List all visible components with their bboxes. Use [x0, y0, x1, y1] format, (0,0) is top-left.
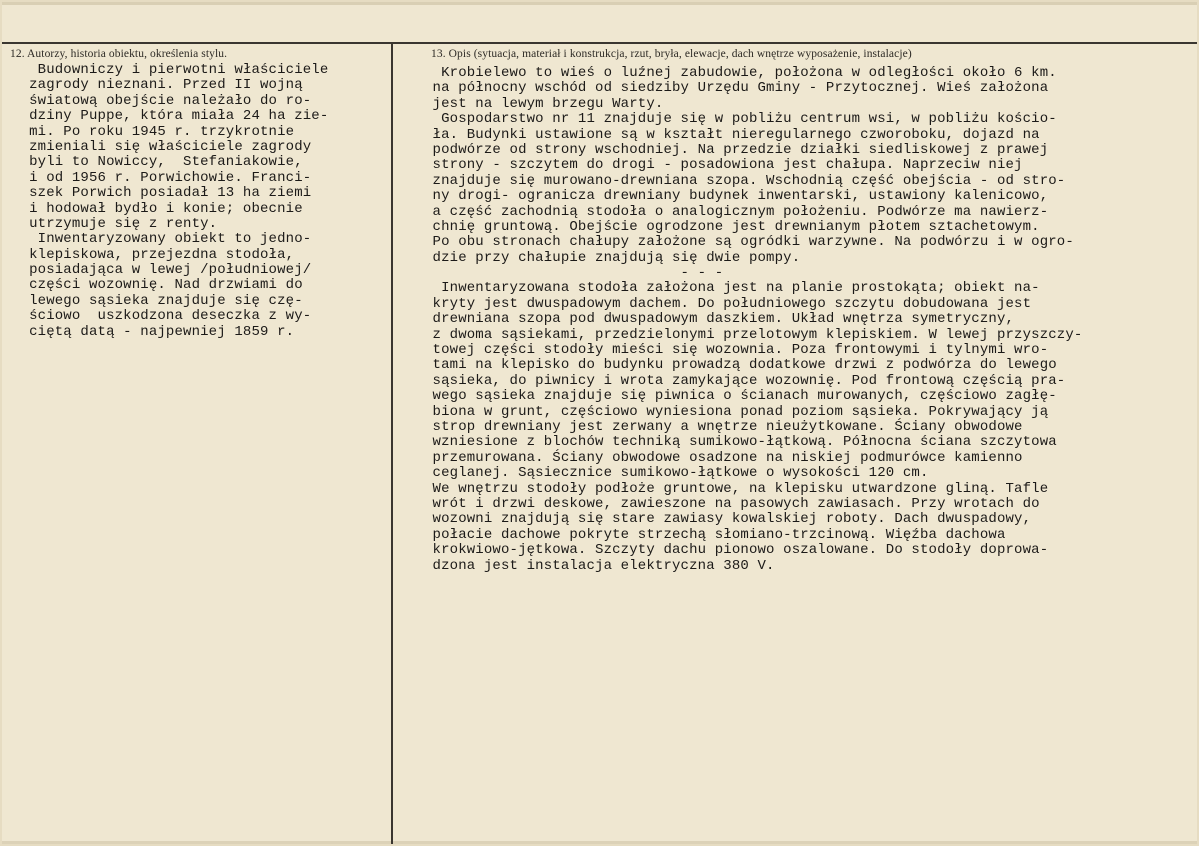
text-line: wego sąsieka znajduje się piwnica o ścianach murowanych, częściowo zagłę- — [424, 388, 1057, 405]
text-line: - - - — [424, 265, 724, 282]
text-line: wzniesione z blochów techniką sumikowo-łątkową. Północna ściana szczytowa — [424, 434, 1057, 451]
text-line: zmieniali się właściciele zagrody — [12, 138, 312, 155]
text-line: Inwentaryzowany obiekt to jedno- — [12, 231, 312, 248]
text-line: jest na lewym brzegu Warty. — [424, 95, 664, 112]
text-line: sąsieka, do piwnicy i wrota zamykające wozownię. Pod frontową częścią pra- — [424, 372, 1066, 389]
section-12-text — [12, 63, 328, 340]
text-line: podwórze od strony wschodniej. Na przedzie działki siedliskowej z prawej — [424, 141, 1049, 158]
text-line: Krobielewo to wieś o luźnej zabudowie, położona w odległości około 6 km. — [424, 65, 1057, 81]
text-line: biona w grunt, częściowo wyniesiona ponad poziom sąsieka. Pokrywający ją — [424, 403, 1049, 420]
card-bottom-edge — [2, 841, 1197, 844]
text-line: Gospodarstwo nr 11 znajduje się w pobliżu centrum wsi, w pobliżu kościo- — [424, 111, 1057, 128]
text-line: na północny wschód od siedziby Urzędu Gminy - Przytocznej. Wieś założona — [424, 80, 1049, 97]
text-line: dziny Puppe, która miała 24 ha zie- — [12, 108, 329, 125]
text-line: wozowni znajdują się stare zawiasy kowalskiej roboty. Dach dwuspadowy, — [424, 511, 1032, 528]
text-line: chnię gruntową. Obejście ogrodzone jest drewnianym płotem sztachetowym. — [424, 218, 1040, 235]
text-line: utrzymuje się z renty. — [12, 215, 218, 232]
text-line: z dwoma sąsiekami, przedzielonymi przelotowym klepiskiem. W lewej przyszczy- — [424, 326, 1083, 343]
section-12-header: 12. Autorzy, historia obiektu, określenia stylu. — [10, 48, 228, 60]
catalog-card — [2, 2, 1197, 844]
text-line: krokwiowo-jętkowa. Szczyty dachu pionowo oszalowane. Do stodoły doprowa- — [424, 542, 1049, 559]
text-line: strony - szczytem do drogi - posadowiona jest chałupa. Naprzeciw niej — [424, 157, 1023, 174]
text-line: Budowniczy i pierwotni właściciele — [12, 62, 329, 78]
section-13-header: 13. Opis (sytuacja, materiał i konstrukcja, rzut, bryła, elewacje, dach wnętrze wyposażenie, instalacje) — [431, 48, 912, 60]
text-line: tami na klepisko do budynku prowadzą dodatkowe drzwi z podwórza do lewego — [424, 357, 1057, 374]
text-line: We wnętrzu stodoły podłoże gruntowe, na klepisku utwardzone gliną. Tafle — [424, 480, 1049, 497]
text-line: zagrody nieznani. Przed II wojną — [12, 77, 303, 94]
text-line: przemurowana. Ściany obwodowe osadzone na niskiej podmurówce kamienno — [424, 449, 1023, 466]
text-line: towej części stodoły mieści się wozownia. Poza frontowymi i tylnymi wro- — [424, 342, 1049, 359]
text-line: strop drewniany jest zerwany a wnętrze nieużytkowane. Ściany obwodowe — [424, 418, 1023, 435]
text-line: Inwentaryzowana stodoła założona jest na planie prostokąta; obiekt na- — [424, 280, 1040, 297]
text-line: klepiskowa, przejezdna stodoła, — [12, 246, 295, 263]
text-line: i hodował bydło i konie; obecnie — [12, 200, 303, 217]
text-line: byli to Nowiccy, Stefaniakowie, — [12, 154, 303, 171]
text-line: ciętą datą - najpewniej 1859 r. — [12, 323, 295, 340]
text-line: posiadająca w lewej /południowej/ — [12, 262, 312, 279]
text-line: kryty jest dwuspadowym dachem. Do południowego szczytu dobudowana jest — [424, 295, 1032, 312]
text-line: ściowo uszkodzona deseczka z wy- — [12, 308, 312, 325]
text-line: szek Porwich posiadał 13 ha ziemi — [12, 185, 312, 202]
text-line: znajduje się murowano-drewniana szopa. Wschodnią część obejścia - od stro- — [424, 172, 1066, 189]
vertical-rule — [391, 42, 393, 844]
text-line: dzie przy chałupie znajdują się dwie pompy. — [424, 249, 801, 266]
text-line: a część zachodnią stodoła o analogicznym położeniu. Podwórze ma nawierz- — [424, 203, 1049, 220]
text-line: połacie dachowe pokryte strzechą słomiano-trzcinową. Więźba dachowa — [424, 526, 1006, 543]
section-13-text — [424, 66, 1082, 574]
text-line: części wozownię. Nad drzwiami do — [12, 277, 303, 294]
text-line: wrót i drzwi deskowe, zawieszone na pasowych zawiasach. Przy wrotach do — [424, 495, 1040, 512]
horizontal-rule — [2, 42, 1197, 44]
text-line: mi. Po roku 1945 r. trzykrotnie — [12, 123, 295, 140]
text-line: lewego sąsieka znajduje się czę- — [12, 292, 303, 309]
text-line: światową obejście należało do ro- — [12, 92, 312, 109]
card-top-edge — [2, 2, 1197, 5]
text-line: Po obu stronach chałupy założone są ogródki warzywne. Na podwórzu i w ogro- — [424, 234, 1074, 251]
text-line: i od 1956 r. Porwichowie. Franci- — [12, 169, 312, 186]
text-line: ła. Budynki ustawione są w kształt nieregularnego czworoboku, dojazd na — [424, 126, 1040, 143]
text-line: ny drogi- ogranicza drewniany budynek inwentarski, ustawiony kalenicowo, — [424, 188, 1049, 205]
text-line: dzona jest instalacja elektryczna 380 V. — [424, 557, 775, 574]
text-line: drewniana szopa pod dwuspadowym daszkiem. Układ wnętrza symetryczny, — [424, 311, 1015, 328]
text-line: ceglanej. Sąsiecznice sumikowo-łątkowe o wysokości 120 cm. — [424, 465, 929, 482]
